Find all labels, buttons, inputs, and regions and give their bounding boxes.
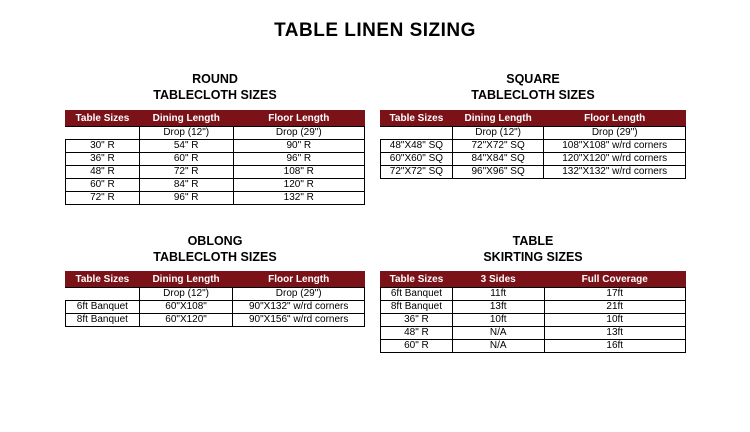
table-size-cell: 48"X48" SQ xyxy=(381,140,453,153)
full-coverage-cell: 10ft xyxy=(544,314,686,327)
three-sides-cell: 13ft xyxy=(452,301,544,314)
oblong-header-table-sizes: Table Sizes xyxy=(66,272,140,288)
square-subheader-blank xyxy=(381,127,453,140)
table-row xyxy=(381,153,686,166)
table-size-cell: 60" R xyxy=(381,340,453,353)
floor-length-cell: 120"X120" w/rd corners xyxy=(544,153,686,166)
dining-length-cell: 60"X108" xyxy=(139,301,233,314)
table-size-cell: 48" R xyxy=(66,166,140,179)
table-row xyxy=(381,140,686,153)
table-size-cell: 6ft Banquet xyxy=(381,288,453,301)
oblong-section-title xyxy=(65,233,365,265)
full-coverage-cell: 21ft xyxy=(544,301,686,314)
square-subheader-dining-drop: Drop (12") xyxy=(452,127,544,140)
full-coverage-cell: 13ft xyxy=(544,327,686,340)
skirting-table xyxy=(380,271,686,353)
skirting-header-3-sides: 3 Sides xyxy=(452,272,544,288)
round-subheader-dining-drop: Drop (12") xyxy=(139,127,233,140)
table-row xyxy=(381,288,686,301)
oblong-title-line1: OBLONG xyxy=(187,234,243,248)
round-header-dining-length: Dining Length xyxy=(139,111,233,127)
round-title-line1: ROUND xyxy=(192,72,238,86)
floor-length-cell: 108"X108" w/rd corners xyxy=(544,140,686,153)
round-title-line2: TABLECLOTH SIZES xyxy=(153,88,277,102)
three-sides-cell: N/A xyxy=(452,327,544,340)
round-header-table-sizes: Table Sizes xyxy=(66,111,140,127)
dining-length-cell: 60"X120" xyxy=(139,314,233,327)
three-sides-cell: 10ft xyxy=(452,314,544,327)
square-header-dining-length: Dining Length xyxy=(452,111,544,127)
table-row xyxy=(66,192,365,205)
table-row xyxy=(381,327,686,340)
floor-length-cell: 90" R xyxy=(233,140,364,153)
dining-length-cell: 84"X84" SQ xyxy=(452,153,544,166)
table-size-cell: 36" R xyxy=(66,153,140,166)
floor-length-cell: 120" R xyxy=(233,179,364,192)
skirting-header-full-coverage: Full Coverage xyxy=(544,272,686,288)
table-row xyxy=(66,166,365,179)
table-size-cell: 72"X72" SQ xyxy=(381,166,453,179)
table-row xyxy=(381,314,686,327)
floor-length-cell: 108" R xyxy=(233,166,364,179)
oblong-header-row xyxy=(66,272,365,288)
table-size-cell: 6ft Banquet xyxy=(66,301,140,314)
floor-length-cell: 132" R xyxy=(233,192,364,205)
round-section-title xyxy=(65,71,365,103)
square-subheader-row xyxy=(381,127,686,140)
square-title-line1: SQUARE xyxy=(506,72,560,86)
dining-length-cell: 96" R xyxy=(139,192,233,205)
square-title-line2: TABLECLOTH SIZES xyxy=(471,88,595,102)
round-subheader-floor-drop: Drop (29") xyxy=(233,127,364,140)
table-size-cell: 30" R xyxy=(66,140,140,153)
table-size-cell: 36" R xyxy=(381,314,453,327)
dining-length-cell: 54" R xyxy=(139,140,233,153)
skirting-header-table-sizes: Table Sizes xyxy=(381,272,453,288)
three-sides-cell: N/A xyxy=(452,340,544,353)
square-header-table-sizes: Table Sizes xyxy=(381,111,453,127)
floor-length-cell: 90"X132" w/rd corners xyxy=(233,301,365,314)
oblong-subheader-row xyxy=(66,288,365,301)
table-row xyxy=(66,140,365,153)
table-row xyxy=(66,179,365,192)
dining-length-cell: 60" R xyxy=(139,153,233,166)
table-row xyxy=(381,301,686,314)
oblong-table xyxy=(65,271,365,327)
table-row xyxy=(66,301,365,314)
square-section-title xyxy=(380,71,686,103)
dining-length-cell: 96"X96" SQ xyxy=(452,166,544,179)
three-sides-cell: 11ft xyxy=(452,288,544,301)
skirting-title-line1: TABLE xyxy=(512,234,554,248)
table-row xyxy=(66,314,365,327)
square-header-floor-length: Floor Length xyxy=(544,111,686,127)
table-row xyxy=(381,340,686,353)
round-subheader-blank xyxy=(66,127,140,140)
table-size-cell: 48" R xyxy=(381,327,453,340)
table-row xyxy=(66,153,365,166)
round-header-row xyxy=(66,111,365,127)
square-header-row xyxy=(381,111,686,127)
table-size-cell: 8ft Banquet xyxy=(381,301,453,314)
oblong-header-dining-length: Dining Length xyxy=(139,272,233,288)
skirting-section-title xyxy=(380,233,686,265)
square-table xyxy=(380,110,686,179)
dining-length-cell: 84" R xyxy=(139,179,233,192)
skirting-title-line2: SKIRTING SIZES xyxy=(483,250,583,264)
oblong-header-floor-length: Floor Length xyxy=(233,272,365,288)
table-size-cell: 8ft Banquet xyxy=(66,314,140,327)
full-coverage-cell: 16ft xyxy=(544,340,686,353)
round-header-floor-length: Floor Length xyxy=(233,111,364,127)
round-subheader-row xyxy=(66,127,365,140)
table-size-cell: 60"X60" SQ xyxy=(381,153,453,166)
oblong-title-line2: TABLECLOTH SIZES xyxy=(153,250,277,264)
floor-length-cell: 90"X156" w/rd corners xyxy=(233,314,365,327)
oblong-subheader-dining-drop: Drop (12") xyxy=(139,288,233,301)
full-coverage-cell: 17ft xyxy=(544,288,686,301)
round-table xyxy=(65,110,365,205)
floor-length-cell: 96" R xyxy=(233,153,364,166)
table-size-cell: 60" R xyxy=(66,179,140,192)
page-title: TABLE LINEN SIZING xyxy=(274,20,476,41)
oblong-subheader-floor-drop: Drop (29") xyxy=(233,288,365,301)
square-subheader-floor-drop: Drop (29") xyxy=(544,127,686,140)
floor-length-cell: 132"X132" w/rd corners xyxy=(544,166,686,179)
table-row xyxy=(381,166,686,179)
dining-length-cell: 72" R xyxy=(139,166,233,179)
dining-length-cell: 72"X72" SQ xyxy=(452,140,544,153)
skirting-header-row xyxy=(381,272,686,288)
table-size-cell: 72" R xyxy=(66,192,140,205)
oblong-subheader-blank xyxy=(66,288,140,301)
